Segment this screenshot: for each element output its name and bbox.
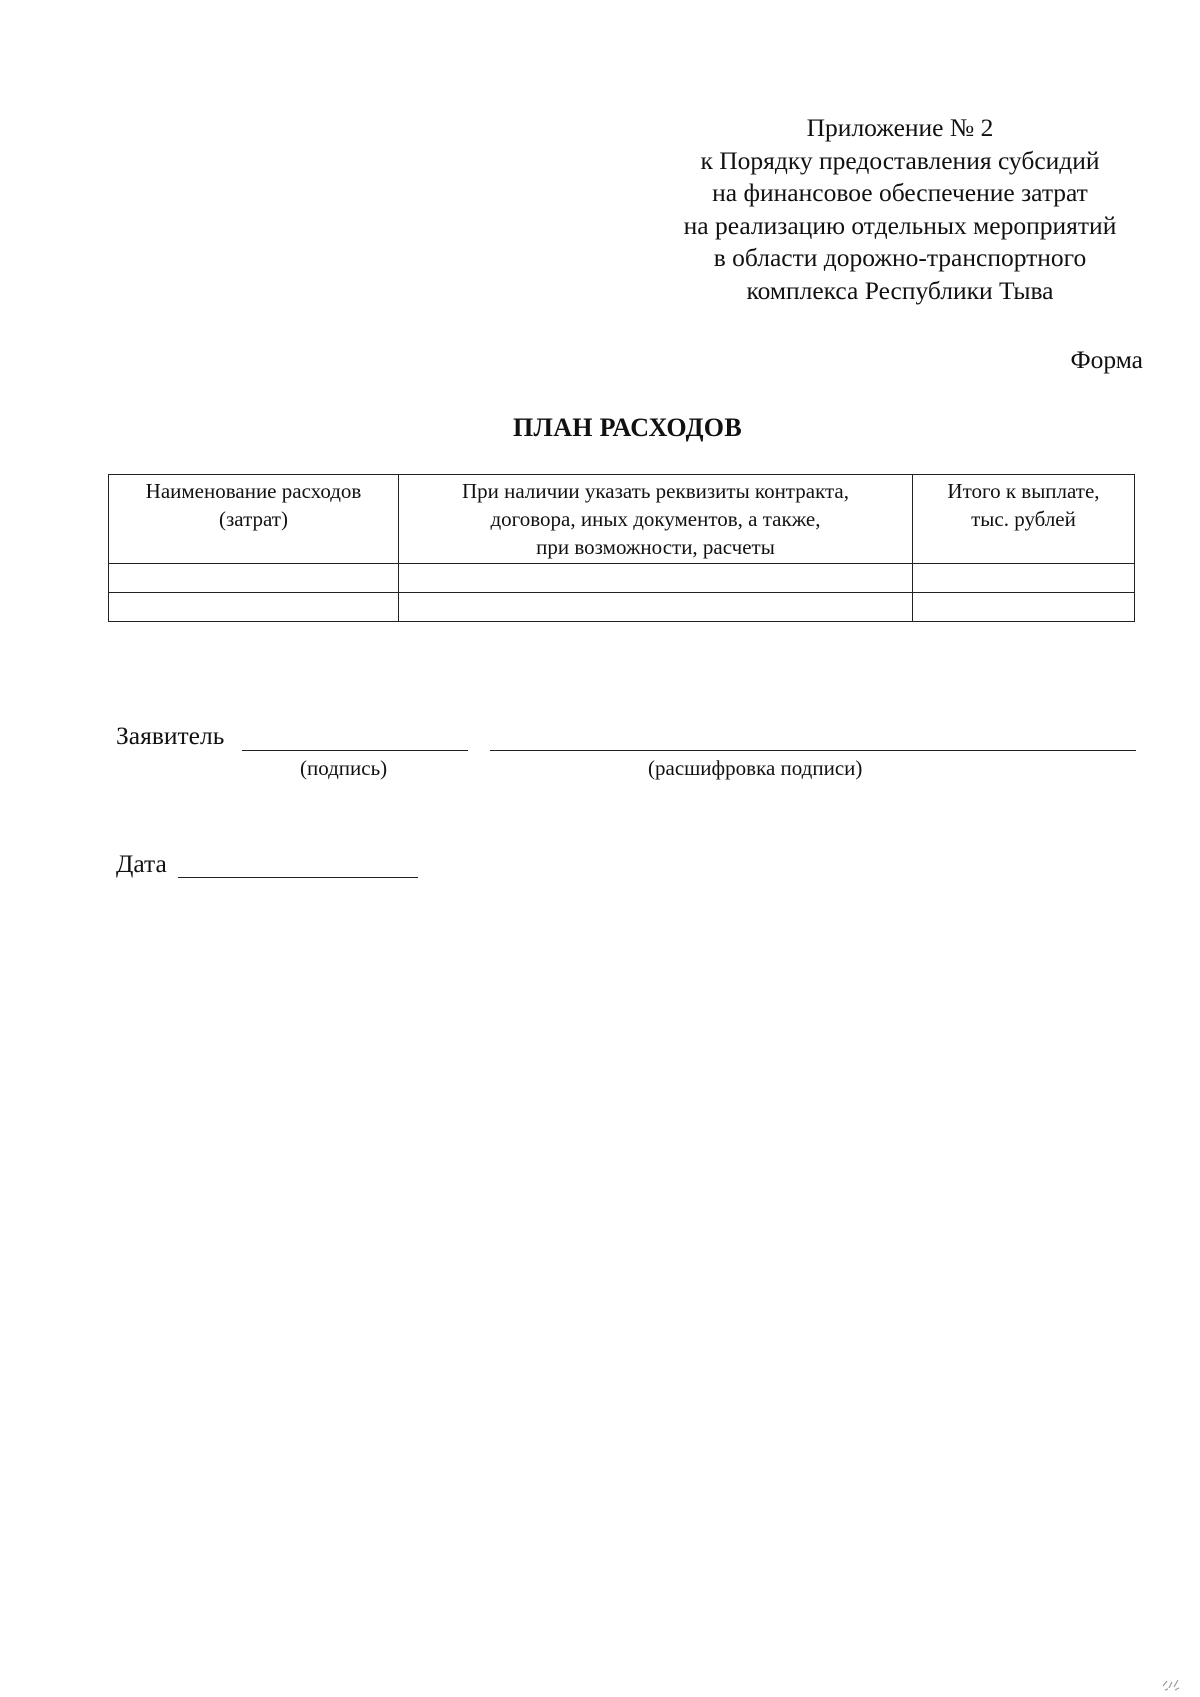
table-header-row (109, 475, 1135, 564)
date-label: Дата (116, 849, 167, 878)
signature-decoding-caption: (расшифровка подписи) (648, 756, 863, 780)
form-label: Форма (1070, 345, 1143, 374)
appendix-line: в области дорожно-транспортного (713, 243, 1087, 272)
appendix-line: на финансовое обеспечение затрат (712, 178, 1088, 207)
header-line: договора, иных документов, а также, (490, 507, 821, 531)
header-line: (затрат) (219, 507, 288, 531)
header-line: Наименование расходов (145, 479, 362, 503)
date-line[interactable] (178, 877, 418, 878)
header-cell-total (913, 475, 1135, 564)
table-row (109, 593, 1135, 622)
appendix-line: комплекса Республики Тыва (746, 275, 1054, 305)
header-line: тыс. рублей (971, 507, 1076, 531)
header-line: при возможности, расчеты (536, 535, 775, 559)
signature-line[interactable] (242, 750, 468, 751)
header-line: При наличии указать реквизиты контракта, (462, 479, 849, 503)
table-row (109, 564, 1135, 593)
table-cell[interactable] (913, 564, 1135, 593)
header-cell-contract-details (399, 475, 913, 564)
appendix-line: к Порядку предоставления субсидий (700, 145, 1100, 175)
appendix-line: на реализацию отдельных мероприятий (683, 210, 1117, 240)
header-cell-expense-name (109, 475, 399, 564)
table-cell[interactable] (109, 564, 399, 593)
appendix-line: Приложение № 2 (806, 113, 994, 142)
header-line: Итого к выплате, (947, 479, 1100, 503)
signature-decoding-line[interactable] (490, 750, 1136, 751)
expenses-table (108, 474, 1135, 622)
signature-caption: (подпись) (300, 756, 388, 780)
table-cell[interactable] (913, 593, 1135, 622)
table-cell[interactable] (399, 564, 913, 593)
applicant-label: Заявитель (116, 721, 225, 750)
appendix-block (650, 112, 1150, 307)
table-cell[interactable] (399, 593, 913, 622)
table-cell[interactable] (109, 593, 399, 622)
scan-artifact-icon (1160, 1672, 1182, 1692)
document-title: ПЛАН РАСХОДОВ (513, 413, 742, 442)
